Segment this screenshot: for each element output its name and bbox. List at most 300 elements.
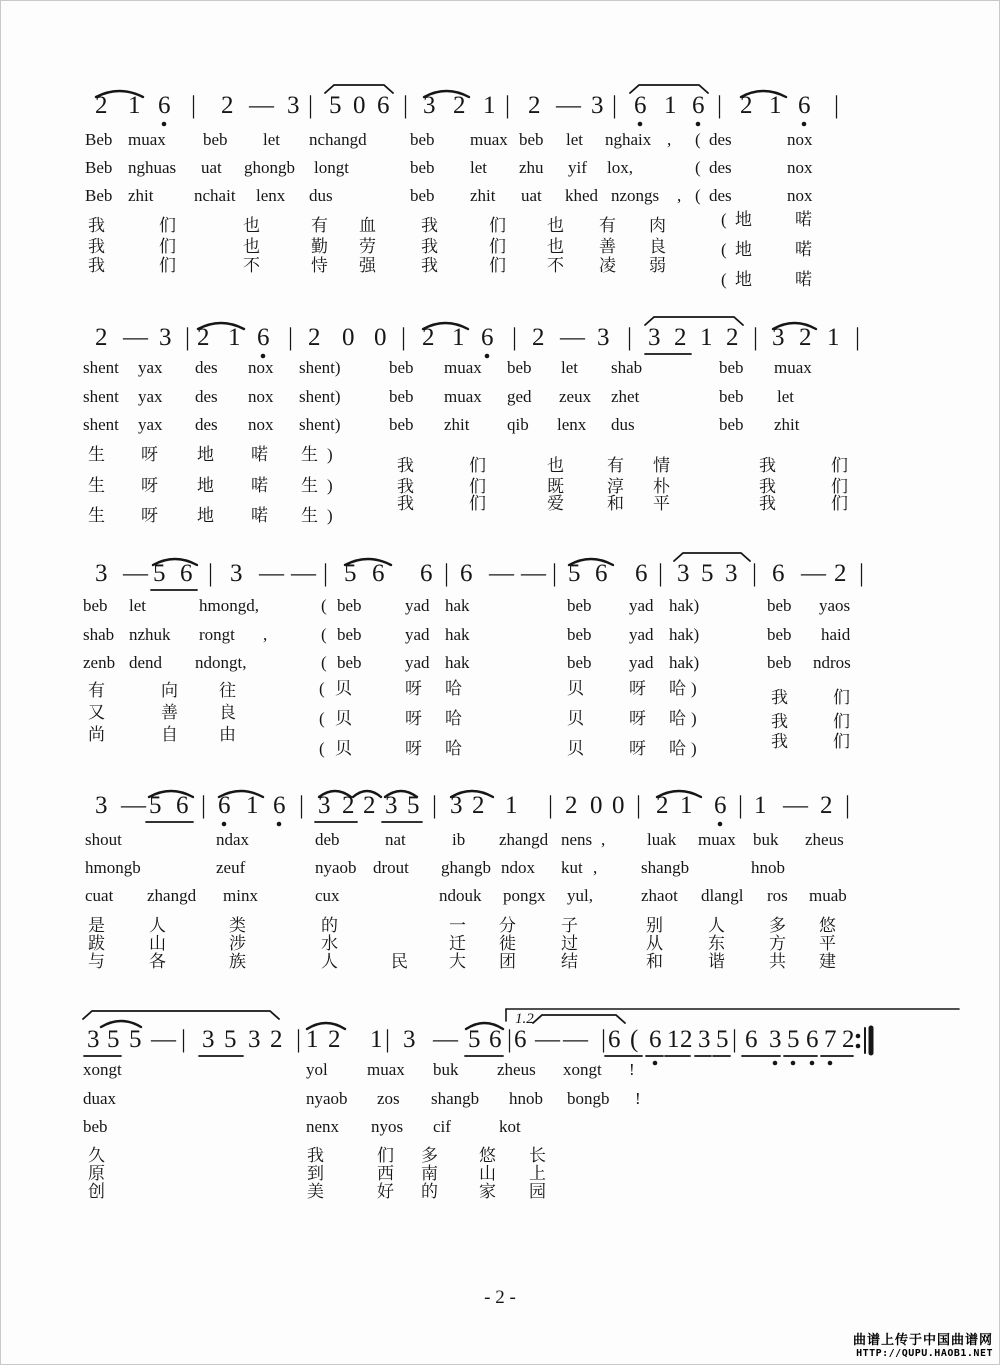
lyric-char-zh: 悠 bbox=[819, 916, 836, 935]
note-token: 6 bbox=[806, 1026, 819, 1053]
note-token: 1 bbox=[680, 792, 693, 819]
lyric-word: ! bbox=[629, 1060, 635, 1079]
lyric-word: hmongb bbox=[85, 858, 141, 877]
note-token: 6 bbox=[420, 560, 433, 587]
lyric-char-zh: 哈 bbox=[445, 739, 462, 758]
lyric-word: hmongd, bbox=[199, 596, 259, 615]
lyric-word: qib bbox=[507, 415, 529, 434]
lyric-char-zh: 们 bbox=[833, 688, 850, 707]
lyric-char-zh: 平 bbox=[819, 934, 836, 953]
lyric-word: deb bbox=[315, 830, 340, 849]
lyric-word: yad bbox=[629, 653, 654, 672]
lyric-word: des bbox=[195, 387, 218, 406]
lyric-char-zh: 我 bbox=[759, 477, 776, 496]
barline: | bbox=[288, 324, 294, 351]
lyric-word: xongt bbox=[83, 1060, 122, 1079]
note-token: — bbox=[783, 792, 808, 819]
lyric-char-zh: 方 bbox=[769, 934, 786, 953]
note-token: 5 bbox=[568, 560, 581, 587]
note-token: 7 bbox=[824, 1026, 837, 1053]
note-token: 0 bbox=[612, 792, 625, 819]
lyric-char-zh: 喏 bbox=[795, 270, 812, 289]
note-token: — bbox=[151, 1026, 176, 1053]
barline: | bbox=[601, 1026, 607, 1053]
lyric-word: nghuas bbox=[128, 158, 177, 177]
lyric-word: nox bbox=[787, 158, 813, 177]
barline: | bbox=[552, 560, 558, 587]
barline: | bbox=[845, 792, 851, 819]
lyric-char-zh: ( bbox=[721, 210, 727, 229]
lyric-char-zh: 悠 bbox=[479, 1146, 496, 1165]
note-token: 6 bbox=[377, 92, 390, 119]
barline: | bbox=[185, 324, 191, 351]
lyric-char-zh: 淳 bbox=[607, 477, 624, 496]
note-token: — bbox=[433, 1026, 458, 1053]
lyric-char-zh: 呀 bbox=[405, 709, 422, 728]
lyric-char-zh: ( bbox=[721, 240, 727, 259]
barline: | bbox=[507, 1026, 513, 1053]
lyric-char-zh: 我 bbox=[397, 456, 414, 475]
note-token: 5 bbox=[107, 1026, 120, 1053]
barline: | bbox=[299, 792, 305, 819]
lyric-char-zh: 我 bbox=[88, 256, 105, 275]
lyric-word: nat bbox=[385, 830, 406, 849]
lyric-char-zh: 生 bbox=[88, 445, 105, 464]
lyric-word: Beb bbox=[85, 186, 113, 205]
lyric-char-zh: 徙 bbox=[499, 934, 516, 953]
note-token: 1 bbox=[827, 324, 840, 351]
note-token: — bbox=[556, 92, 581, 119]
barline: | bbox=[201, 792, 207, 819]
lyric-word: beb bbox=[389, 358, 414, 377]
lyric-char-zh: 有 bbox=[607, 456, 624, 475]
lyric-char-zh: 好 bbox=[377, 1182, 394, 1201]
lyric-char-zh: 共 bbox=[769, 952, 786, 971]
lyric-word: yol bbox=[306, 1060, 328, 1079]
lyric-word: yad bbox=[629, 625, 654, 644]
lyric-char-zh: 哈 bbox=[445, 679, 462, 698]
lyric-char-zh: 族 bbox=[229, 952, 246, 971]
lyric-char-zh: 良 bbox=[219, 703, 236, 722]
lyric-word: let bbox=[470, 158, 487, 177]
note-token: 6 bbox=[158, 92, 171, 119]
lyric-char-zh: 也 bbox=[547, 456, 564, 475]
note-token: — bbox=[123, 560, 148, 587]
lyric-word: beb bbox=[767, 653, 792, 672]
lyric-char-zh: 地 bbox=[197, 476, 214, 495]
barline: | bbox=[855, 324, 861, 351]
lyric-word: uat bbox=[521, 186, 542, 205]
lyric-char-zh: 尚 bbox=[88, 725, 105, 744]
note-token: — bbox=[249, 92, 274, 119]
lyric-char-zh: 呀 bbox=[629, 679, 646, 698]
note-token: — bbox=[121, 792, 146, 819]
lyric-char-zh: 自 bbox=[161, 725, 178, 744]
lyric-word: muax bbox=[698, 830, 736, 849]
lyric-char-zh: 与 bbox=[88, 952, 105, 971]
lyric-char-zh: 我 bbox=[771, 712, 788, 731]
note-token: 1 bbox=[667, 1026, 680, 1053]
note-token: 6 bbox=[798, 92, 811, 119]
lyric-char-zh: 既 bbox=[547, 477, 564, 496]
barline: | bbox=[753, 324, 759, 351]
lyric-char-zh: 分 bbox=[499, 916, 516, 935]
lyric-char-zh: 山 bbox=[479, 1164, 496, 1183]
lyric-char-zh: 我 bbox=[307, 1146, 324, 1165]
lyric-word: shent) bbox=[299, 387, 341, 406]
lyric-word: lenx bbox=[256, 186, 286, 205]
lyric-word: ( bbox=[695, 186, 701, 205]
note-token: 1 bbox=[228, 324, 241, 351]
note-token: 3 bbox=[403, 1026, 416, 1053]
note-token: 5 bbox=[344, 560, 357, 587]
note-token: 2 bbox=[565, 792, 578, 819]
lyric-word: ndox bbox=[501, 858, 535, 877]
lyric-word: shent bbox=[83, 415, 119, 434]
note-token: 6 bbox=[608, 1026, 621, 1053]
lyric-word: ib bbox=[452, 830, 466, 849]
lyric-char-zh: 呀 bbox=[141, 476, 158, 495]
lyric-word: ndax bbox=[216, 830, 250, 849]
lyric-word: muax bbox=[444, 387, 482, 406]
lyric-word: , bbox=[263, 625, 268, 644]
lyric-char-zh: 我 bbox=[771, 732, 788, 751]
lyric-char-zh: 过 bbox=[561, 934, 578, 953]
note-token: 5 bbox=[329, 92, 342, 119]
lyric-word: dlangl bbox=[701, 886, 744, 905]
note-token: 6 bbox=[714, 792, 727, 819]
note-token: — bbox=[521, 560, 546, 587]
lyric-word: pongx bbox=[503, 886, 546, 905]
note-token: 6 bbox=[514, 1026, 527, 1053]
note-token: 1 bbox=[700, 324, 713, 351]
lyric-char-zh: 东 bbox=[708, 934, 725, 953]
lyric-word: drout bbox=[373, 858, 409, 877]
lyric-char-zh: 平 bbox=[653, 494, 670, 513]
note-token: 2 bbox=[834, 560, 847, 587]
lyric-char-zh: 肉 bbox=[649, 216, 666, 235]
barline: | bbox=[717, 92, 723, 119]
note-token: 2 bbox=[363, 792, 376, 819]
lyric-char-zh: 劳 bbox=[359, 237, 376, 256]
lyric-char-zh: 山 bbox=[149, 934, 166, 953]
lyric-word: beb bbox=[410, 186, 435, 205]
note-token: 1 bbox=[306, 1026, 319, 1053]
lyric-word: xongt bbox=[563, 1060, 602, 1079]
lyric-word: ghongb bbox=[244, 158, 295, 177]
lyric-word: des bbox=[709, 130, 732, 149]
lyric-word: ndros bbox=[813, 653, 851, 672]
lyric-word: beb bbox=[337, 653, 362, 672]
note-token: 2 bbox=[656, 792, 669, 819]
lyric-char-zh: 到 bbox=[307, 1164, 324, 1183]
lyric-char-zh: 我 bbox=[421, 216, 438, 235]
lyric-word: nzongs bbox=[611, 186, 660, 205]
lyric-word: nyaob bbox=[306, 1089, 348, 1108]
note-token: 0 bbox=[374, 324, 387, 351]
note-token: 3 bbox=[772, 324, 785, 351]
barline: | bbox=[432, 792, 438, 819]
note-token: 5 bbox=[701, 560, 714, 587]
note-token: 3 bbox=[248, 1026, 261, 1053]
lyric-char-zh: 喏 bbox=[795, 240, 812, 259]
lyric-word: buk bbox=[753, 830, 779, 849]
lyric-word: yax bbox=[138, 358, 163, 377]
lyric-word: hak bbox=[445, 596, 470, 615]
notation-marks bbox=[1, 1, 1000, 1365]
lyric-word: des bbox=[195, 358, 218, 377]
lyric-char-zh: 多 bbox=[769, 916, 786, 935]
lyric-word: yad bbox=[405, 596, 430, 615]
note-token: 6 bbox=[180, 560, 193, 587]
lyric-char-zh: 们 bbox=[831, 477, 848, 496]
lyric-word: des bbox=[709, 158, 732, 177]
note-token: — bbox=[259, 560, 284, 587]
lyric-word: beb bbox=[83, 1117, 108, 1136]
lyric-word: haid bbox=[821, 625, 851, 644]
lyric-char-zh: 们 bbox=[833, 732, 850, 751]
note-token: 2 bbox=[308, 324, 321, 351]
lyric-word: shent) bbox=[299, 415, 341, 434]
lyric-char-zh: 们 bbox=[831, 494, 848, 513]
lyric-word: beb bbox=[83, 596, 108, 615]
lyric-word: ghangb bbox=[441, 858, 492, 877]
lyric-char-zh: 我 bbox=[759, 456, 776, 475]
note-token: — bbox=[291, 560, 316, 587]
lyric-char-zh: 久 bbox=[88, 1146, 105, 1165]
barline: | bbox=[505, 92, 511, 119]
lyric-word: ged bbox=[507, 387, 532, 406]
lyric-char-zh: 迁 bbox=[449, 934, 466, 953]
lyric-char-zh: 我 bbox=[88, 216, 105, 235]
lyric-char-zh: 有 bbox=[311, 216, 328, 235]
barline: | bbox=[208, 560, 214, 587]
note-token: 2 bbox=[799, 324, 812, 351]
lyric-char-zh: 人 bbox=[321, 952, 338, 971]
lyric-word: , bbox=[601, 830, 606, 849]
lyric-char-zh: 呀 bbox=[405, 739, 422, 758]
lyric-char-zh: 生 bbox=[88, 476, 105, 495]
lyric-word: dus bbox=[309, 186, 333, 205]
note-token: 3 bbox=[87, 1026, 100, 1053]
lyric-word: zheus bbox=[805, 830, 844, 849]
lyric-word: beb bbox=[767, 625, 792, 644]
lyric-char-zh: 们 bbox=[469, 456, 486, 475]
note-token: 1 bbox=[505, 792, 518, 819]
lyric-word: ndongt, bbox=[195, 653, 247, 672]
lyric-word: beb bbox=[567, 625, 592, 644]
lyric-word: let bbox=[561, 358, 578, 377]
note-token: 2 bbox=[680, 1026, 693, 1053]
lyric-word: hak bbox=[445, 653, 470, 672]
lyric-char-zh: 西 bbox=[377, 1164, 394, 1183]
lyric-char-zh: 跋 bbox=[88, 934, 105, 953]
lyric-word: bongb bbox=[567, 1089, 610, 1108]
lyric-word: yul, bbox=[567, 886, 593, 905]
lyric-char-zh: 人 bbox=[149, 916, 166, 935]
note-token: 6 bbox=[745, 1026, 758, 1053]
note-token: 3 bbox=[769, 1026, 782, 1053]
lyric-word: nzhuk bbox=[129, 625, 171, 644]
barline: | bbox=[859, 560, 865, 587]
lyric-char-zh: 贝 bbox=[567, 709, 584, 728]
note-token: 1 bbox=[754, 792, 767, 819]
note-token: 1 bbox=[128, 92, 141, 119]
lyric-char-zh: 们 bbox=[159, 216, 176, 235]
lyric-char-zh: 哈 bbox=[445, 709, 462, 728]
barline: | bbox=[323, 560, 329, 587]
lyric-word: longt bbox=[314, 158, 349, 177]
lyric-word: nox bbox=[248, 387, 274, 406]
note-token: 3 bbox=[450, 792, 463, 819]
lyric-word: zhaot bbox=[641, 886, 678, 905]
lyric-word: nox bbox=[787, 186, 813, 205]
lyric-char-zh: 贝 bbox=[567, 739, 584, 758]
barline: | bbox=[834, 92, 840, 119]
note-token: 6 bbox=[634, 92, 647, 119]
lyric-char-zh: 贝 bbox=[335, 739, 352, 758]
note-token: 3 bbox=[318, 792, 331, 819]
lyric-word: beb bbox=[719, 387, 744, 406]
lyric-word: ( bbox=[695, 158, 701, 177]
lyric-word: beb bbox=[337, 596, 362, 615]
lyric-word: muax bbox=[470, 130, 508, 149]
lyric-char-zh: 也 bbox=[547, 237, 564, 256]
lyric-word: zhit bbox=[444, 415, 470, 434]
lyric-word: yif bbox=[568, 158, 587, 177]
lyric-char-zh: 有 bbox=[599, 216, 616, 235]
lyric-char-zh: 喏 bbox=[251, 506, 268, 525]
lyric-char-zh: 子 bbox=[561, 916, 578, 935]
note-token: 2 bbox=[197, 324, 210, 351]
note-token: 6 bbox=[772, 560, 785, 587]
note-token: 3 bbox=[159, 324, 172, 351]
lyric-word: nchait bbox=[194, 186, 236, 205]
lyric-word: shangb bbox=[641, 858, 690, 877]
lyric-word: , bbox=[593, 858, 598, 877]
lyric-char-zh: 情 bbox=[653, 456, 670, 475]
barline: | bbox=[512, 324, 518, 351]
lyric-word: lenx bbox=[557, 415, 587, 434]
note-token: 2 bbox=[472, 792, 485, 819]
lyric-char-zh: 们 bbox=[377, 1146, 394, 1165]
lyric-char-zh: 长 bbox=[529, 1146, 546, 1165]
lyric-word: let bbox=[129, 596, 146, 615]
lyric-char-zh: 良 bbox=[649, 237, 666, 256]
lyric-char-zh: 呀 bbox=[141, 445, 158, 464]
note-token: — bbox=[535, 1026, 560, 1053]
barline: | bbox=[191, 92, 197, 119]
lyric-char-zh: 朴 bbox=[653, 477, 670, 496]
note-token: 1 bbox=[664, 92, 677, 119]
lyric-char-zh: 不 bbox=[547, 256, 564, 275]
lyric-char-zh: ) bbox=[327, 506, 333, 525]
lyric-char-zh: 地 bbox=[735, 210, 752, 229]
lyric-word: zhet bbox=[611, 387, 640, 406]
lyric-word: ( bbox=[695, 130, 701, 149]
lyric-char-zh: 我 bbox=[771, 688, 788, 707]
note-token: — bbox=[801, 560, 826, 587]
lyric-word: beb bbox=[519, 130, 544, 149]
note-token: 5 bbox=[716, 1026, 729, 1053]
lyric-word: nyaob bbox=[315, 858, 357, 877]
lyric-char-zh: 地 bbox=[197, 445, 214, 464]
note-token: 6 bbox=[176, 792, 189, 819]
lyric-char-zh: 又 bbox=[88, 703, 105, 722]
note-token: — bbox=[123, 324, 148, 351]
lyric-char-zh: 有 bbox=[88, 681, 105, 700]
lyric-word: Beb bbox=[85, 158, 113, 177]
lyric-word: buk bbox=[433, 1060, 459, 1079]
lyric-char-zh: 多 bbox=[421, 1146, 438, 1165]
lyric-word: beb bbox=[719, 415, 744, 434]
note-token: 3 bbox=[423, 92, 436, 119]
lyric-char-zh: 爱 bbox=[547, 494, 564, 513]
note-token: 2 bbox=[532, 324, 545, 351]
lyric-char-zh: 美 bbox=[307, 1182, 324, 1201]
note-token: 2 bbox=[453, 92, 466, 119]
barline: | bbox=[401, 324, 407, 351]
note-token: 6 bbox=[257, 324, 270, 351]
lyric-char-zh: 原 bbox=[88, 1164, 105, 1183]
note-token: 3 bbox=[597, 324, 610, 351]
note-token: 5 bbox=[787, 1026, 800, 1053]
lyric-word: nox bbox=[787, 130, 813, 149]
lyric-word: beb bbox=[203, 130, 228, 149]
note-token: 5 bbox=[407, 792, 420, 819]
lyric-char-zh: 们 bbox=[469, 494, 486, 513]
lyric-word: , bbox=[667, 130, 672, 149]
lyric-word: yad bbox=[629, 596, 654, 615]
lyric-word: beb bbox=[567, 596, 592, 615]
barline: | bbox=[181, 1026, 187, 1053]
lyric-word: zhit bbox=[128, 186, 154, 205]
note-token: 1 bbox=[370, 1026, 383, 1053]
lyric-word: muax bbox=[128, 130, 166, 149]
note-token: 1 bbox=[769, 92, 782, 119]
lyric-char-zh: 我 bbox=[88, 237, 105, 256]
lyric-char-zh: 血 bbox=[359, 216, 376, 235]
lyric-char-zh: 园 bbox=[529, 1182, 546, 1201]
lyric-char-zh: 哈 bbox=[669, 709, 686, 728]
lyric-word: let bbox=[263, 130, 280, 149]
note-token: 3 bbox=[698, 1026, 711, 1053]
lyric-word: shent bbox=[83, 358, 119, 377]
note-token: 2 bbox=[270, 1026, 283, 1053]
lyric-char-zh: 也 bbox=[243, 216, 260, 235]
note-token: 2 bbox=[842, 1026, 855, 1053]
lyric-word: beb bbox=[410, 130, 435, 149]
lyric-word: muax bbox=[774, 358, 812, 377]
barline: | bbox=[732, 1026, 738, 1053]
lyric-word: lox, bbox=[607, 158, 633, 177]
lyric-word: beb bbox=[337, 625, 362, 644]
lyric-char-zh: 生 bbox=[301, 476, 318, 495]
lyric-word: zhangd bbox=[147, 886, 197, 905]
lyric-char-zh: 家 bbox=[479, 1182, 496, 1201]
lyric-char-zh: 的 bbox=[321, 916, 338, 935]
lyric-char-zh: 们 bbox=[469, 477, 486, 496]
lyric-word: hak) bbox=[669, 625, 700, 644]
lyric-word: minx bbox=[223, 886, 258, 905]
lyric-word: nox bbox=[248, 415, 274, 434]
lyric-word: beb bbox=[389, 415, 414, 434]
lyric-word: hak) bbox=[669, 653, 700, 672]
lyric-char-zh: ) bbox=[691, 709, 697, 728]
note-token: ( bbox=[630, 1026, 639, 1053]
note-token: 5 bbox=[129, 1026, 142, 1053]
barline: | bbox=[738, 792, 744, 819]
